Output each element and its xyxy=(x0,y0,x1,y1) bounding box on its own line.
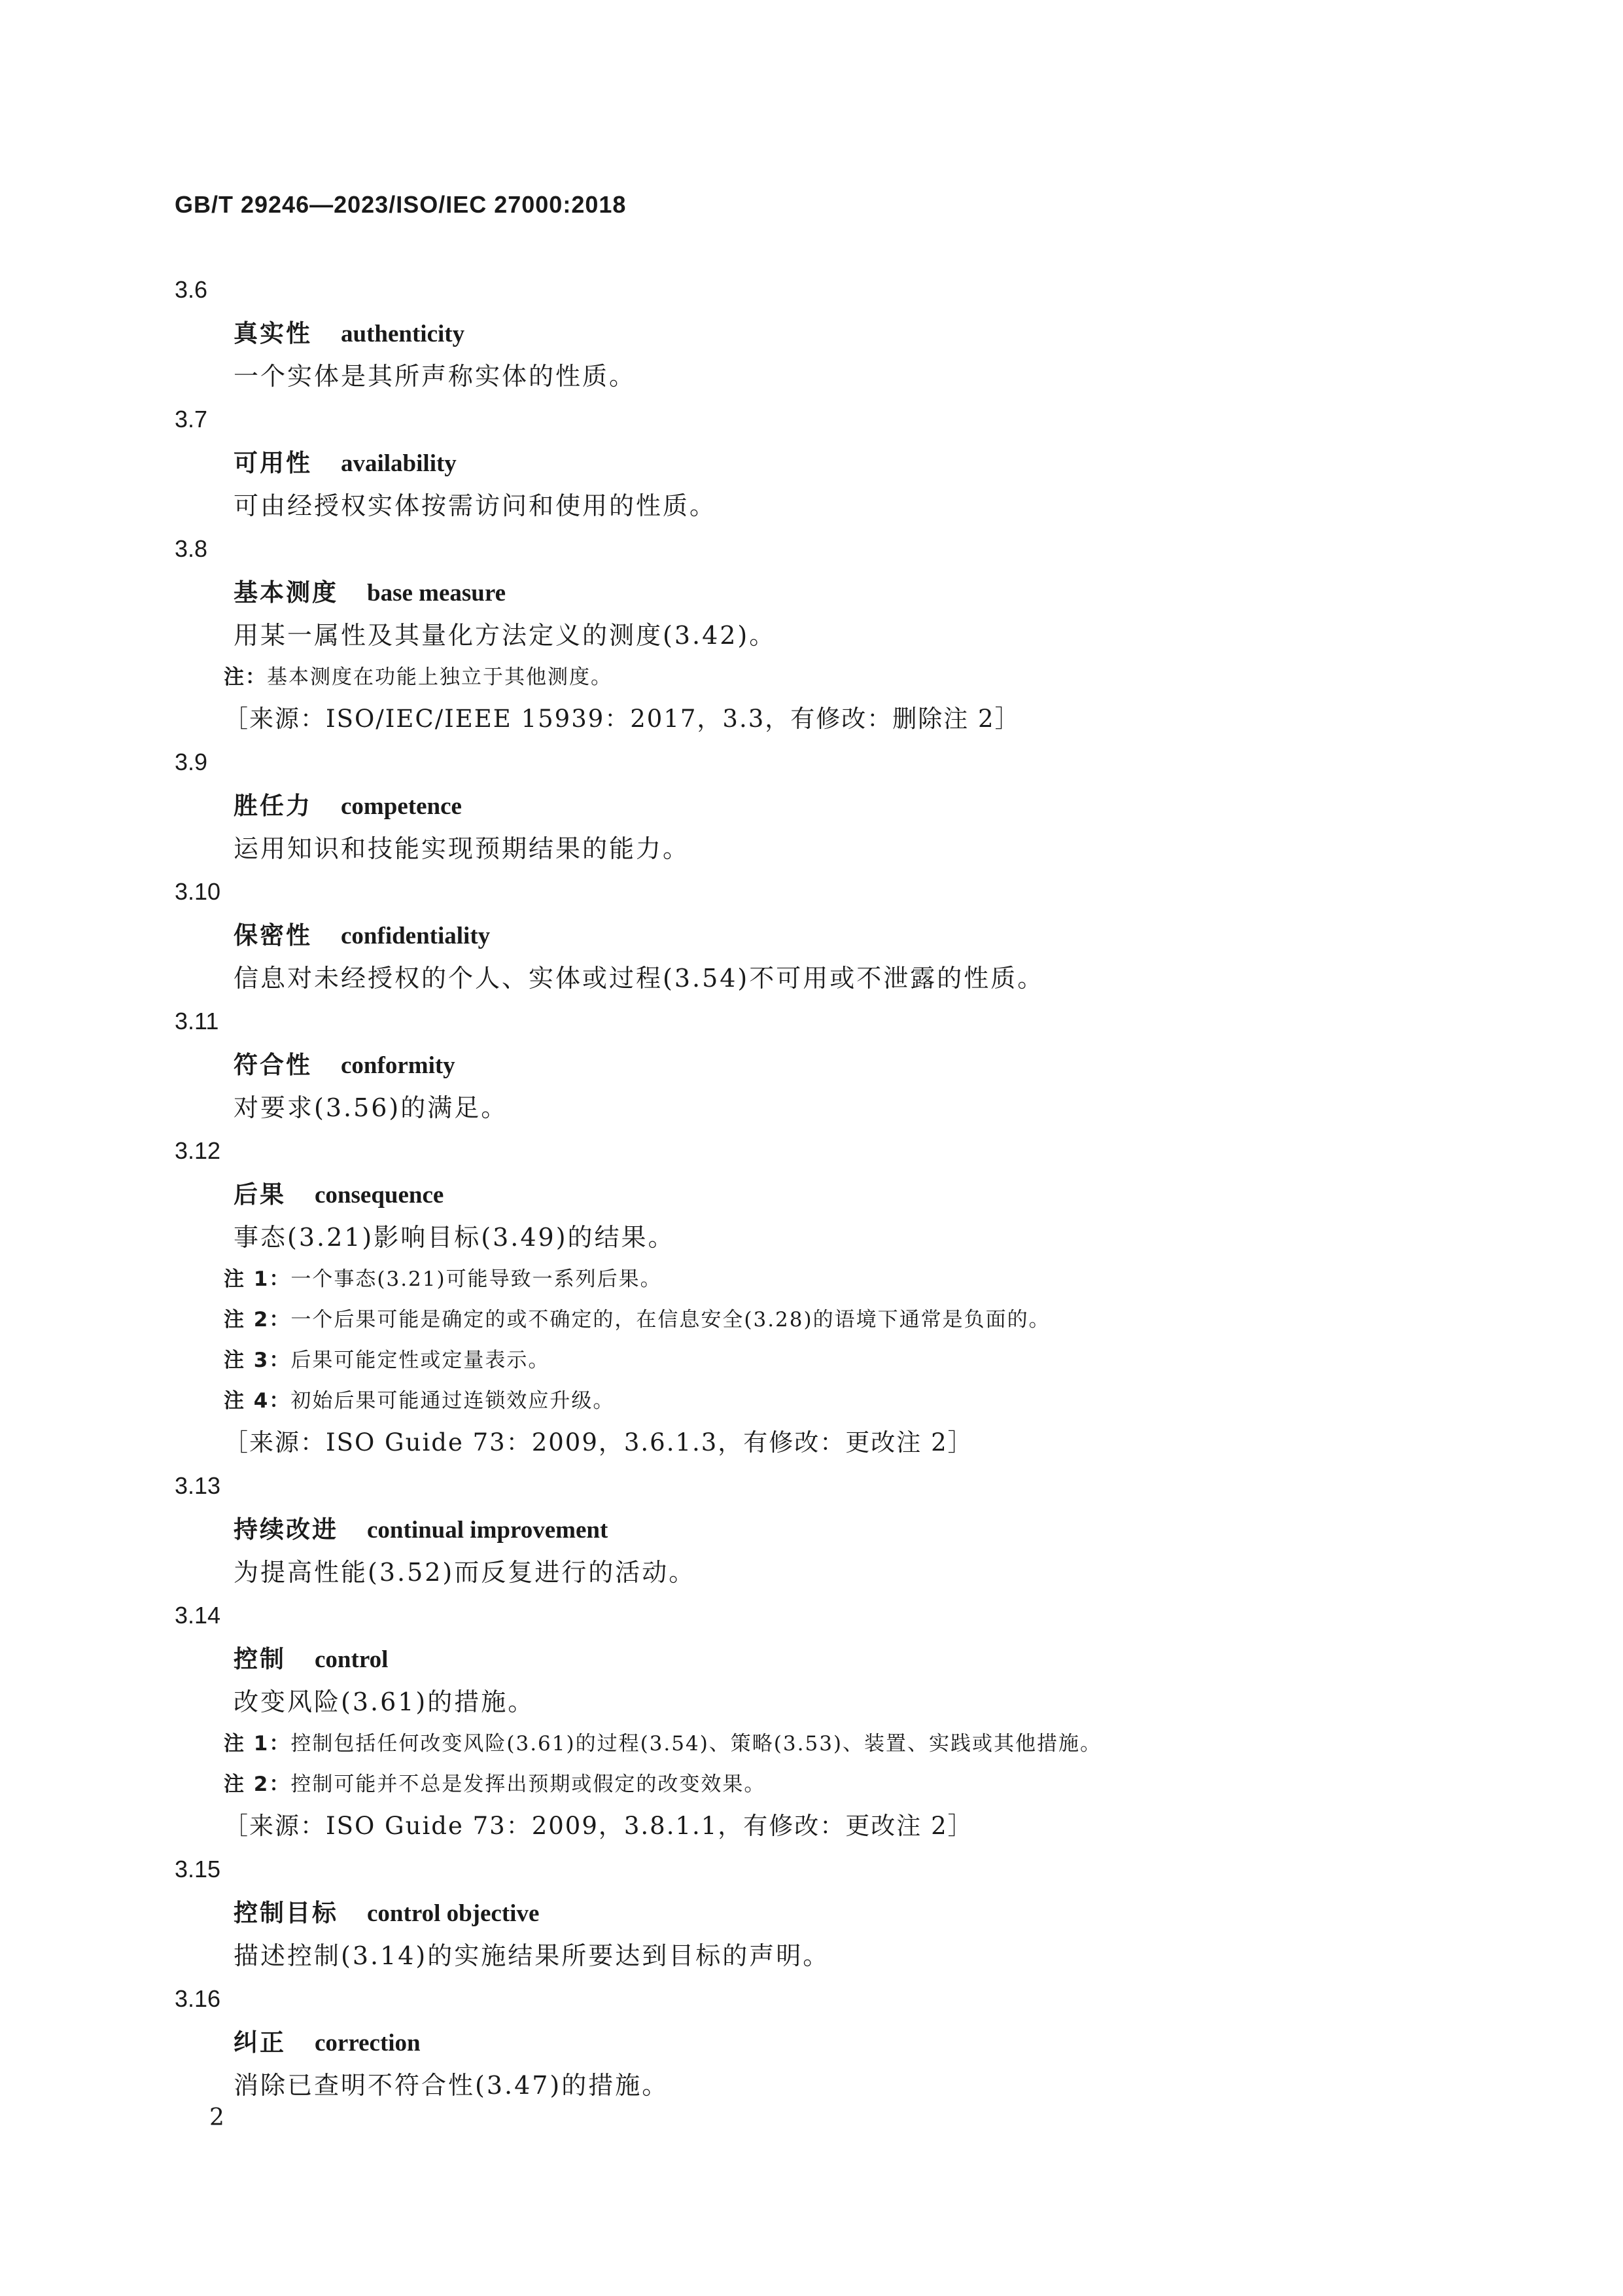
note-label: 注 2： xyxy=(224,1773,291,1796)
term-chinese: 纠正 xyxy=(234,2028,286,2057)
entry-number: 3.8 xyxy=(175,535,208,562)
entry-number: 3.9 xyxy=(175,749,208,775)
entry-number: 3.15 xyxy=(175,1856,221,1882)
entry-number: 3.6 xyxy=(175,276,208,303)
term-note xyxy=(224,1381,1457,1421)
note-label: 注： xyxy=(224,665,267,689)
term-english: control objective xyxy=(367,1900,540,1927)
term-note xyxy=(224,1764,1457,1805)
term-source: ［来源：ISO Guide 73：2009，3.8.1.1，有修改：更改注 2］ xyxy=(224,1812,973,1840)
note-label: 注 3： xyxy=(224,1349,291,1372)
entry-number: 3.16 xyxy=(175,1985,221,2012)
term-entry xyxy=(175,527,1457,741)
term-heading xyxy=(234,571,1457,614)
term-definition: 用某一属性及其量化方法定义的测度(3.42)。 xyxy=(234,621,777,650)
term-definition: 一个实体是其所声称实体的性质。 xyxy=(234,362,637,391)
term-entry xyxy=(175,1000,1457,1129)
term-chinese: 可用性 xyxy=(234,449,312,477)
term-source: ［来源：ISO/IEC/IEEE 15939：2017，3.3，有修改：删除注 2］ xyxy=(224,705,1021,733)
document-header: GB/T 29246—2023/ISO/IEC 27000:2018 xyxy=(175,191,627,218)
term-note xyxy=(224,1299,1457,1340)
entry-number: 3.14 xyxy=(175,1602,221,1629)
term-definition: 对要求(3.56)的满足。 xyxy=(234,1093,508,1122)
note-text: 初始后果可能通过连锁效应升级。 xyxy=(290,1389,615,1413)
term-entry xyxy=(175,398,1457,527)
entry-number: 3.13 xyxy=(175,1472,221,1499)
term-heading xyxy=(234,311,1457,355)
term-heading xyxy=(234,1173,1457,1216)
term-heading xyxy=(234,913,1457,957)
term-entry xyxy=(175,268,1457,398)
term-english: continual improvement xyxy=(367,1517,608,1544)
term-entry xyxy=(175,1977,1457,2107)
entry-number: 3.11 xyxy=(175,1008,219,1034)
term-english: confidentiality xyxy=(341,923,491,949)
term-heading xyxy=(234,1043,1457,1086)
term-chinese: 后果 xyxy=(234,1180,286,1209)
term-english: consequence xyxy=(315,1182,444,1209)
term-chinese: 保密性 xyxy=(234,921,312,949)
note-text: 控制可能并不总是发挥出预期或假定的改变效果。 xyxy=(290,1773,766,1796)
note-label: 注 1： xyxy=(224,1732,291,1756)
term-heading xyxy=(234,1637,1457,1680)
term-chinese: 控制 xyxy=(234,1645,286,1673)
term-chinese: 符合性 xyxy=(234,1051,312,1079)
term-entry xyxy=(175,741,1457,870)
terms-list xyxy=(175,268,1457,2107)
note-text: 一个后果可能是确定的或不确定的，在信息安全(3.28)的语境下通常是负面的。 xyxy=(290,1308,1051,1332)
entry-number: 3.7 xyxy=(175,406,208,433)
term-english: correction xyxy=(315,2030,421,2057)
term-entry xyxy=(175,1848,1457,1977)
term-chinese: 持续改进 xyxy=(234,1515,338,1544)
term-heading xyxy=(234,441,1457,484)
term-english: base measure xyxy=(367,580,506,607)
entry-number: 3.10 xyxy=(175,878,221,905)
term-definition: 改变风险(3.61)的措施。 xyxy=(234,1687,535,1716)
note-label: 注 2： xyxy=(224,1308,291,1332)
term-definition: 消除已查明不符合性(3.47)的措施。 xyxy=(234,2071,669,2100)
term-chinese: 控制目标 xyxy=(234,1899,338,1927)
term-definition: 描述控制(3.14)的实施结果所要达到目标的声明。 xyxy=(234,1941,830,1970)
term-note xyxy=(224,1723,1457,1764)
term-entry xyxy=(175,1464,1457,1594)
term-heading xyxy=(234,1891,1457,1934)
term-chinese: 胜任力 xyxy=(234,792,312,820)
term-chinese: 基本测度 xyxy=(234,578,338,607)
term-english: competence xyxy=(341,793,462,820)
term-definition: 事态(3.21)影响目标(3.49)的结果。 xyxy=(234,1223,675,1252)
note-text: 控制包括任何改变风险(3.61)的过程(3.54)、策略(3.53)、装置、实践或其他措施。 xyxy=(290,1732,1102,1756)
term-note xyxy=(224,1340,1457,1381)
term-chinese: 真实性 xyxy=(234,319,312,347)
term-definition: 信息对未经授权的个人、实体或过程(3.54)不可用或不泄露的性质。 xyxy=(234,964,1045,993)
term-entry xyxy=(175,870,1457,1000)
term-note xyxy=(224,657,1457,698)
term-heading xyxy=(234,1508,1457,1551)
term-heading xyxy=(234,784,1457,827)
term-english: conformity xyxy=(341,1052,455,1079)
note-text: 后果可能定性或定量表示。 xyxy=(290,1349,550,1372)
note-text: 基本测度在功能上独立于其他测度。 xyxy=(267,665,612,689)
entry-number: 3.12 xyxy=(175,1137,221,1164)
note-label: 注 4： xyxy=(224,1389,291,1413)
note-text: 一个事态(3.21)可能导致一系列后果。 xyxy=(290,1267,662,1291)
term-heading xyxy=(234,2021,1457,2064)
term-english: authenticity xyxy=(341,321,465,347)
term-entry xyxy=(175,1594,1457,1848)
term-note xyxy=(224,1259,1457,1299)
note-label: 注 1： xyxy=(224,1267,291,1291)
term-definition: 可由经授权实体按需访问和使用的性质。 xyxy=(234,491,717,520)
term-source: ［来源：ISO Guide 73：2009，3.6.1.3，有修改：更改注 2］ xyxy=(224,1428,973,1457)
term-entry xyxy=(175,1129,1457,1464)
page-number: 2 xyxy=(209,2104,224,2131)
term-definition: 为提高性能(3.52)而反复进行的活动。 xyxy=(234,1558,696,1587)
term-english: control xyxy=(315,1646,389,1673)
term-definition: 运用知识和技能实现预期结果的能力。 xyxy=(234,834,690,863)
term-english: availability xyxy=(341,450,457,477)
